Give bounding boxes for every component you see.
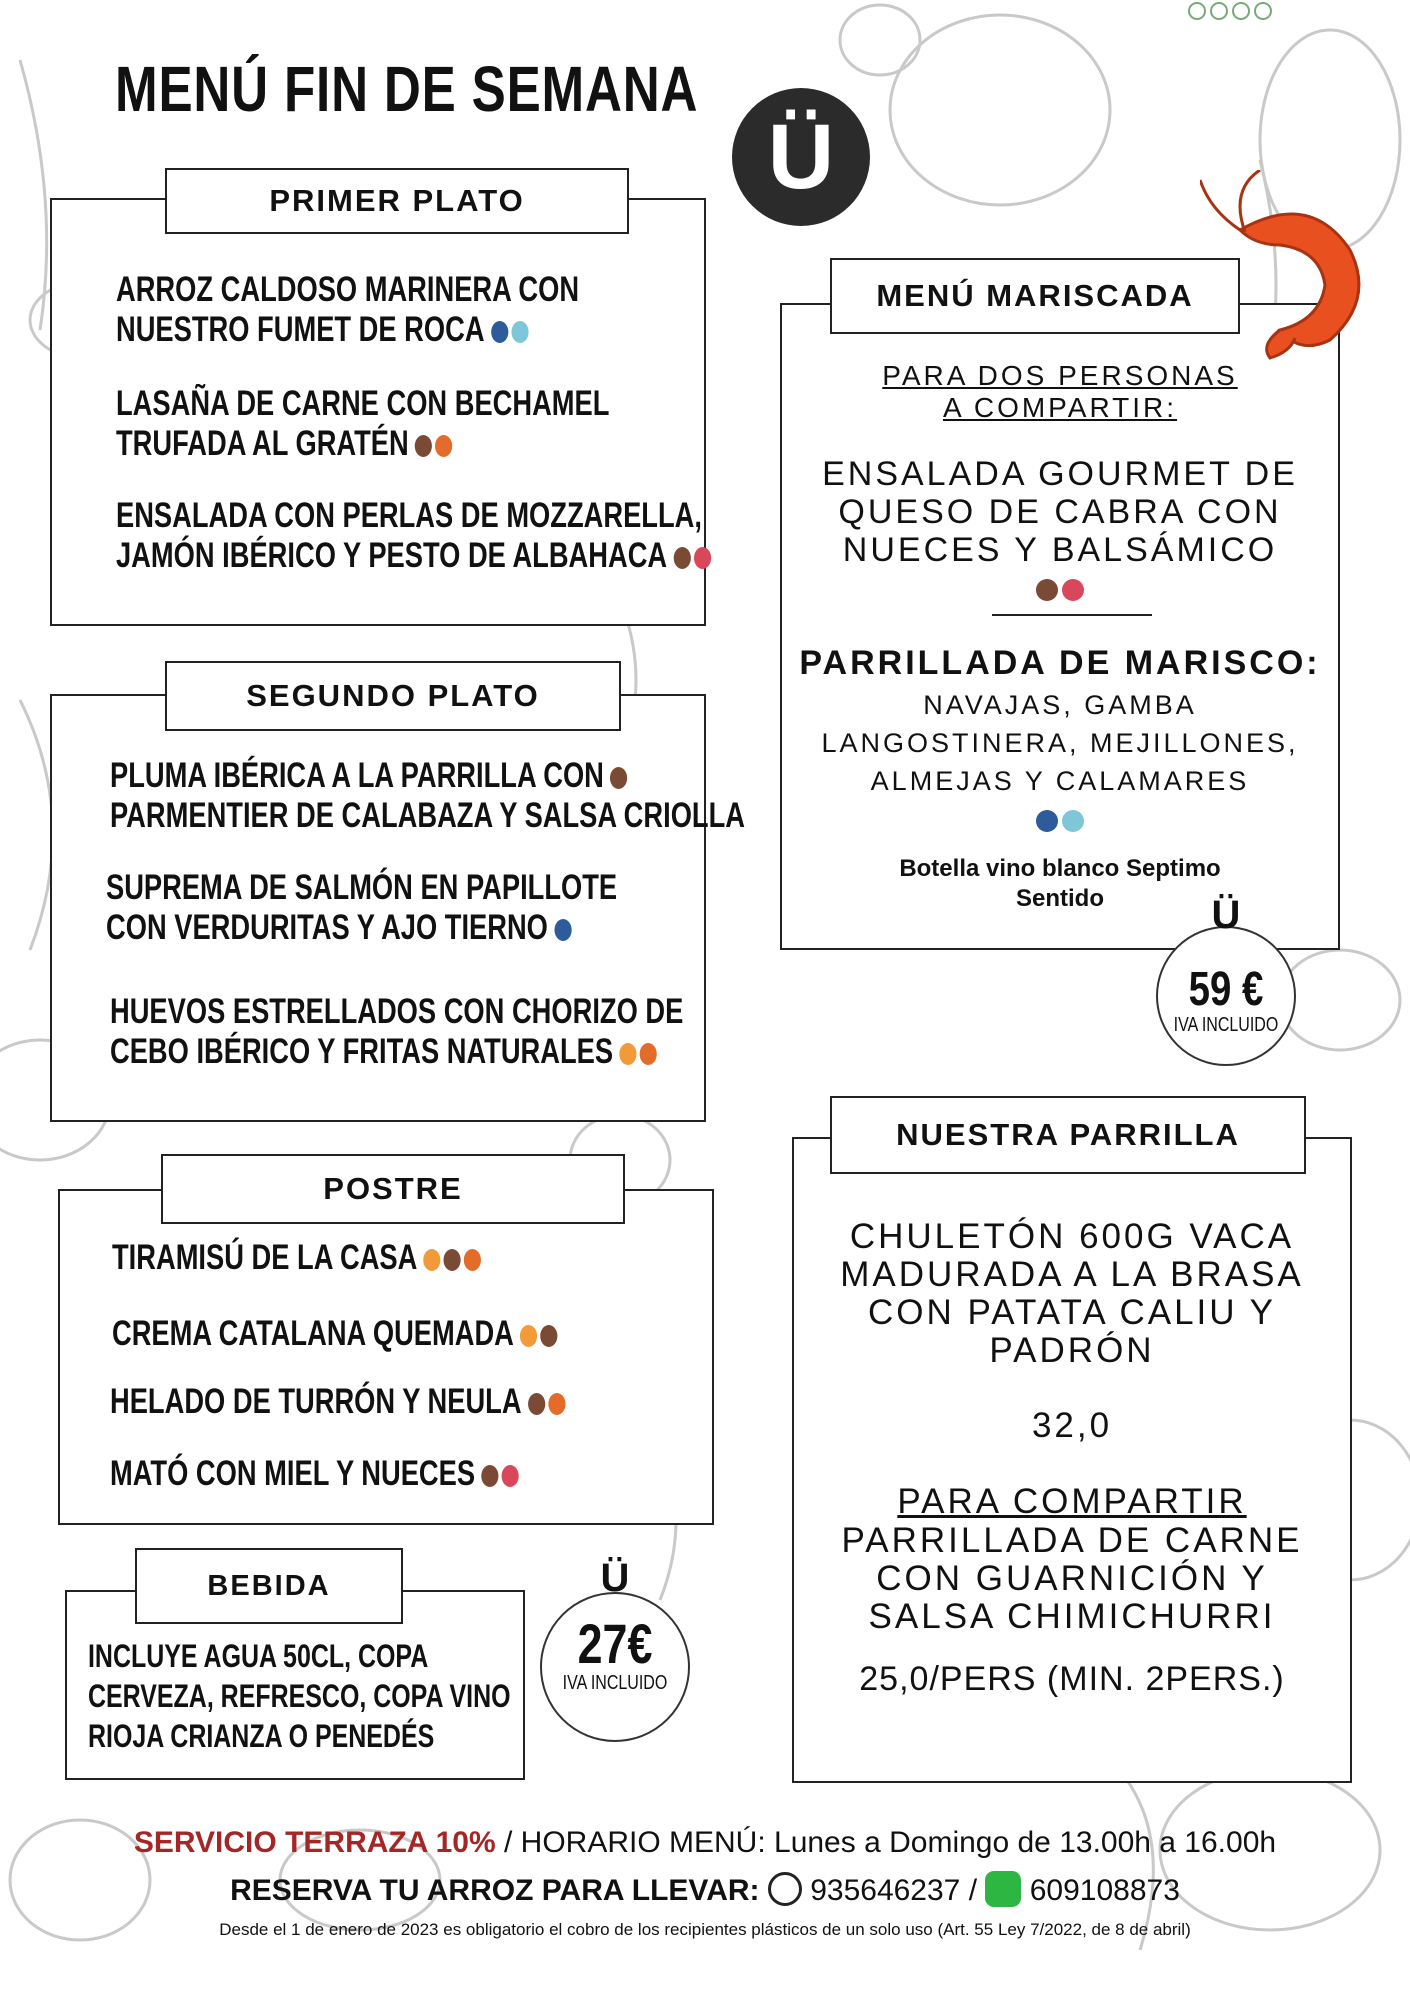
menu-price-symbol: Ü: [600, 1556, 630, 1600]
mariscada-price: 59 €: [1188, 963, 1264, 1016]
whatsapp-icon: [985, 1871, 1021, 1907]
bebida-heading: BEBIDA: [135, 1548, 403, 1624]
mariscada-price-symbol: Ü: [1211, 893, 1241, 937]
egg-allergen-icon: [520, 1325, 537, 1347]
parrilla-share-title: PARA COMPARTIR: [897, 1482, 1247, 1521]
segundo-plato-heading: SEGUNDO PLATO: [165, 661, 621, 731]
mariscada-subtitle: PARA DOS PERSONAS A COMPARTIR:: [882, 360, 1238, 423]
page-title: MENÚ FIN DE SEMANA: [115, 53, 699, 125]
logo: Ü: [732, 88, 870, 226]
gluten-allergen-icon: [464, 1249, 481, 1271]
fish-allergen-icon: [554, 919, 571, 941]
gluten-allergen-icon: [548, 1393, 565, 1415]
footer-reserva: [0, 1874, 1410, 1910]
allergen-icons: [619, 1043, 656, 1065]
mariscada-price-badge: [1156, 926, 1296, 1066]
allergen-icons: [673, 547, 710, 569]
postre-heading: POSTRE: [161, 1154, 625, 1224]
milk-allergen-icon: [415, 435, 432, 457]
milk-allergen-icon: [481, 1465, 498, 1487]
milk-allergen-icon: [528, 1393, 545, 1415]
badge-icon: [1188, 2, 1206, 20]
nuts-allergen-icon: [1062, 579, 1084, 601]
milk-allergen-icon: [540, 1325, 557, 1347]
allergen-icons: [424, 1249, 482, 1271]
certification-icons: [1188, 2, 1272, 20]
gluten-allergen-icon: [435, 435, 452, 457]
parrilla-dish-2: PARRILLADA DE CARNE CON GUARNICIÓN Y SALSA CHIMICHURRI: [841, 1521, 1303, 1636]
postre-item-1: TIRAMISÚ DE LA CASA: [112, 1238, 481, 1278]
segundo-item-1: PLUMA IBÉRICA A LA PARRILLA CON PARMENTIER DE CALABAZA Y SALSA CRIOLLA: [110, 756, 745, 835]
parrilla-dish-2-price: 25,0/PERS (MIN. 2PERS.): [859, 1660, 1285, 1698]
allergen-icons: [528, 1393, 565, 1415]
phone-icon: [768, 1872, 802, 1906]
footer-hours: [0, 1826, 1410, 1860]
primer-item-2: LASAÑA DE CARNE CON BECHAMEL TRUFADA AL GRATÉN: [116, 384, 610, 463]
menu-price-badge: [540, 1592, 690, 1742]
milk-allergen-icon: [610, 767, 627, 789]
milk-allergen-icon: [673, 547, 690, 569]
postre-item-3: HELADO DE TURRÓN Y NEULA: [110, 1382, 565, 1422]
phone-separator: /: [968, 1874, 978, 1907]
allergen-icons: [554, 919, 571, 941]
badge-icon: [1232, 2, 1250, 20]
menu-price-note: IVA INCLUIDO: [562, 1672, 668, 1694]
mariscada-divider: [992, 614, 1152, 616]
menu-price: 27€: [577, 1612, 653, 1675]
egg-allergen-icon: [619, 1043, 636, 1065]
allergen-icons: [610, 767, 627, 789]
bebida-text: INCLUYE AGUA 50CL, COPA CERVEZA, REFRESCO, COPA VINO RIOJA CRIANZA O PENEDÉS: [88, 1638, 511, 1754]
badge-icon: [1210, 2, 1228, 20]
legal-note: Desde el 1 de enero de 2023 es obligatorio el cobro de los recipientes plásticos de un solo uso (Art. 55 Ley 7/2022, de 8 de abril): [219, 1920, 1191, 1939]
postre-item-4: MATÓ CON MIEL Y NUECES: [110, 1454, 519, 1494]
primer-item-1: ARROZ CALDOSO MARINERA CON NUESTRO FUMET DE ROCA: [116, 270, 580, 349]
phone-number-2[interactable]: 609108873: [1029, 1874, 1180, 1907]
menu-price-symbol-wrap: [587, 1558, 643, 1614]
mariscada-price-symbol-wrap: [1200, 895, 1252, 947]
badge-icon: [1254, 2, 1272, 20]
allergen-icons: [415, 435, 452, 457]
allergen-icons: [491, 321, 528, 343]
terraza-note: SERVICIO TERRAZA 10%: [133, 1826, 496, 1859]
shrimp-icon: [1200, 170, 1380, 360]
fish-allergen-icon: [491, 321, 508, 343]
mariscada-wine: Botella vino blanco Septimo Sentido: [899, 855, 1221, 912]
fish-allergen-icon: [1036, 810, 1058, 832]
primer-item-3: ENSALADA CON PERLAS DE MOZZARELLA, JAMÓN IBÉRICO Y PESTO DE ALBAHACA: [116, 496, 711, 576]
segundo-item-2: SUPREMA DE SALMÓN EN PAPILLOTE CON VERDURITAS Y AJO TIERNO: [106, 868, 618, 947]
shellfish-allergen-icon: [511, 321, 528, 343]
postre-item-2: CREMA CATALANA QUEMADA: [112, 1314, 558, 1354]
parrilla-dish-1: CHULETÓN 600G VACA MADURADA A LA BRASA CON PATATA CALIU Y PADRÓN: [840, 1217, 1304, 1370]
mariscada-dish-1: ENSALADA GOURMET DE QUESO DE CABRA CON NUECES Y BALSÁMICO: [780, 455, 1340, 607]
milk-allergen-icon: [444, 1249, 461, 1271]
reserva-label: RESERVA TU ARROZ PARA LLEVAR:: [230, 1874, 760, 1907]
parrilla-dish-1-price: 32,0: [1031, 1406, 1113, 1445]
egg-allergen-icon: [424, 1249, 441, 1271]
milk-allergen-icon: [1036, 579, 1058, 601]
mariscada-price-note: IVA INCLUIDO: [1173, 1014, 1279, 1036]
segundo-item-3: HUEVOS ESTRELLADOS CON CHORIZO DE CEBO IBÉRICO Y FRITAS NATURALES: [110, 992, 684, 1071]
mariscada-dish-2: NAVAJAS, GAMBA LANGOSTINERA, MEJILLONES, ALMEJAS Y CALAMARES: [780, 686, 1340, 838]
shellfish-allergen-icon: [1062, 810, 1084, 832]
primer-plato-heading: PRIMER PLATO: [165, 168, 629, 234]
gluten-allergen-icon: [640, 1043, 657, 1065]
mariscada-heading: MENÚ MARISCADA: [830, 258, 1240, 334]
mariscada-dish-2-title: PARRILLADA DE MARISCO:: [799, 644, 1321, 682]
parrilla-heading: NUESTRA PARRILLA: [830, 1096, 1306, 1174]
menu-hours: / HORARIO MENÚ: Lunes a Domingo de 13.00h a 16.00h: [495, 1826, 1277, 1859]
phone-number-1[interactable]: 935646237: [810, 1874, 961, 1907]
allergen-icons: [520, 1325, 557, 1347]
nuts-allergen-icon: [502, 1465, 519, 1487]
nuts-allergen-icon: [694, 547, 711, 569]
allergen-icons: [481, 1465, 518, 1487]
